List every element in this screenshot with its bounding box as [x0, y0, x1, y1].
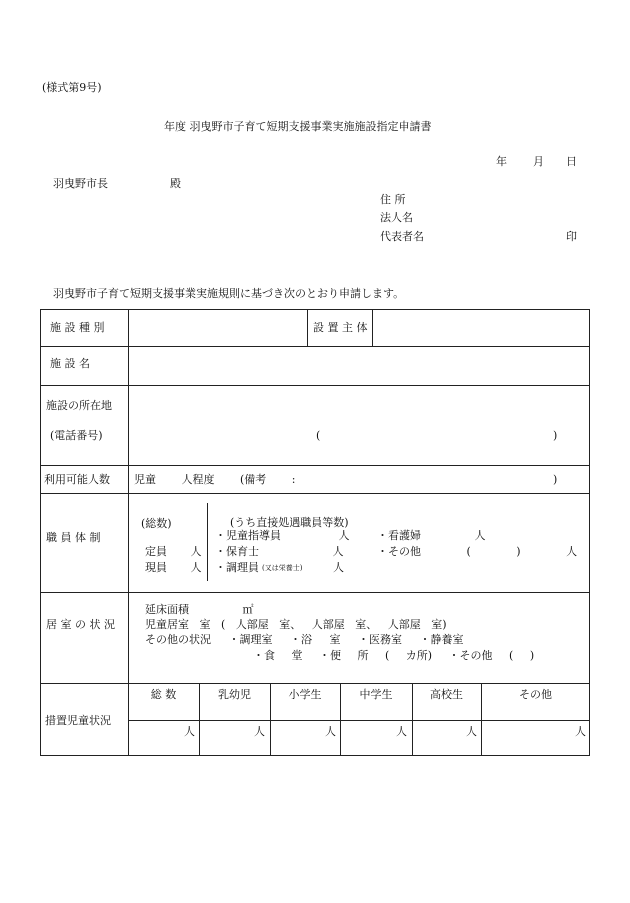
placement-header-other: その他: [519, 688, 552, 701]
staff-fixed[interactable]: 定員 人: [145, 545, 202, 558]
placement-unit-high-school[interactable]: 人: [466, 725, 477, 738]
phone-label: (電話番号): [50, 429, 103, 442]
date-day: 日: [566, 155, 577, 168]
staff-guidance[interactable]: ・児童指導員 人: [215, 529, 350, 542]
intro-text: 羽曳野市子育て短期支援事業実施規則に基づき次のとおり申請します。: [53, 287, 405, 300]
addressee-honorific: 殿: [170, 177, 181, 190]
facility-type-field[interactable]: [130, 311, 305, 344]
staff-total: (総数): [141, 517, 172, 530]
facility-type-label: 施 設 種 別: [50, 321, 105, 334]
placement-unit-elementary[interactable]: 人: [325, 725, 336, 738]
staff-direct: (うち直接処遇職員等数): [230, 516, 349, 529]
phone-open: (: [316, 429, 321, 442]
addressee: 羽曳野市長: [53, 177, 108, 190]
corporation-label: 法人名: [380, 211, 413, 224]
staff-cook[interactable]: ・調理員: [215, 561, 259, 574]
date-month: 月: [533, 155, 544, 168]
representative-label: 代表者名: [380, 230, 424, 243]
phone-close: ): [553, 429, 558, 442]
placement-label: 措置児童状況: [45, 714, 111, 727]
establisher-label: 設 置 主 体: [313, 321, 368, 334]
room-area[interactable]: 延床面積 ㎡: [145, 603, 254, 616]
capacity-label: 利用可能人数: [44, 473, 110, 486]
seal-mark: 印: [566, 230, 577, 243]
capacity-value[interactable]: 児童 人程度 (備考 :: [134, 473, 296, 486]
placement-unit-other[interactable]: 人: [575, 725, 586, 738]
location-field[interactable]: [130, 387, 588, 423]
staff-nurse[interactable]: ・看護婦 人: [377, 529, 486, 542]
room-other-2[interactable]: ・食 堂 ・便 所 ( カ所) ・その他 ( ): [253, 649, 535, 662]
staff-other[interactable]: ・その他 ( ) 人: [377, 545, 578, 558]
location-label: 施設の所在地: [46, 399, 112, 412]
staff-cook-note: (又は栄養士): [262, 564, 303, 572]
staff-childcare[interactable]: ・保育士 人: [215, 545, 344, 558]
placement-header-elementary: 小学生: [288, 688, 322, 701]
staff-current[interactable]: 現員 人: [145, 561, 202, 574]
phone-field[interactable]: [325, 426, 550, 444]
date-year: 年: [496, 155, 507, 168]
form-number: (様式第9号): [42, 81, 102, 94]
establisher-field[interactable]: [374, 311, 588, 344]
facility-name-field[interactable]: [130, 348, 588, 383]
room-other[interactable]: その他の状況 ・調理室 ・浴 室 ・医務室 ・静養室: [145, 633, 464, 646]
placement-header-infant: 乳幼児: [218, 688, 251, 701]
address-label: 住 所: [380, 193, 406, 206]
staff-cook-unit: 人: [333, 561, 344, 574]
placement-unit-total[interactable]: 人: [184, 725, 195, 738]
placement-header-total: 総 数: [150, 688, 177, 701]
placement-unit-junior-high[interactable]: 人: [396, 725, 407, 738]
placement-unit-infant[interactable]: 人: [254, 725, 265, 738]
placement-header-junior-high: 中学生: [359, 688, 393, 701]
room-child[interactable]: 児童居室 室 ( 人部屋 室、 人部屋 室、 人部屋 室): [145, 618, 447, 631]
placement-header-high-school: 高校生: [430, 688, 463, 701]
staff-label: 職 員 体 制: [46, 531, 101, 544]
capacity-close: ): [553, 473, 558, 486]
room-label: 居 室 の 状 況: [46, 618, 115, 631]
facility-name-label: 施 設 名: [50, 357, 90, 370]
page-title: 年度 羽曳野市子育て短期支援事業実施施設指定申請書: [164, 120, 432, 133]
